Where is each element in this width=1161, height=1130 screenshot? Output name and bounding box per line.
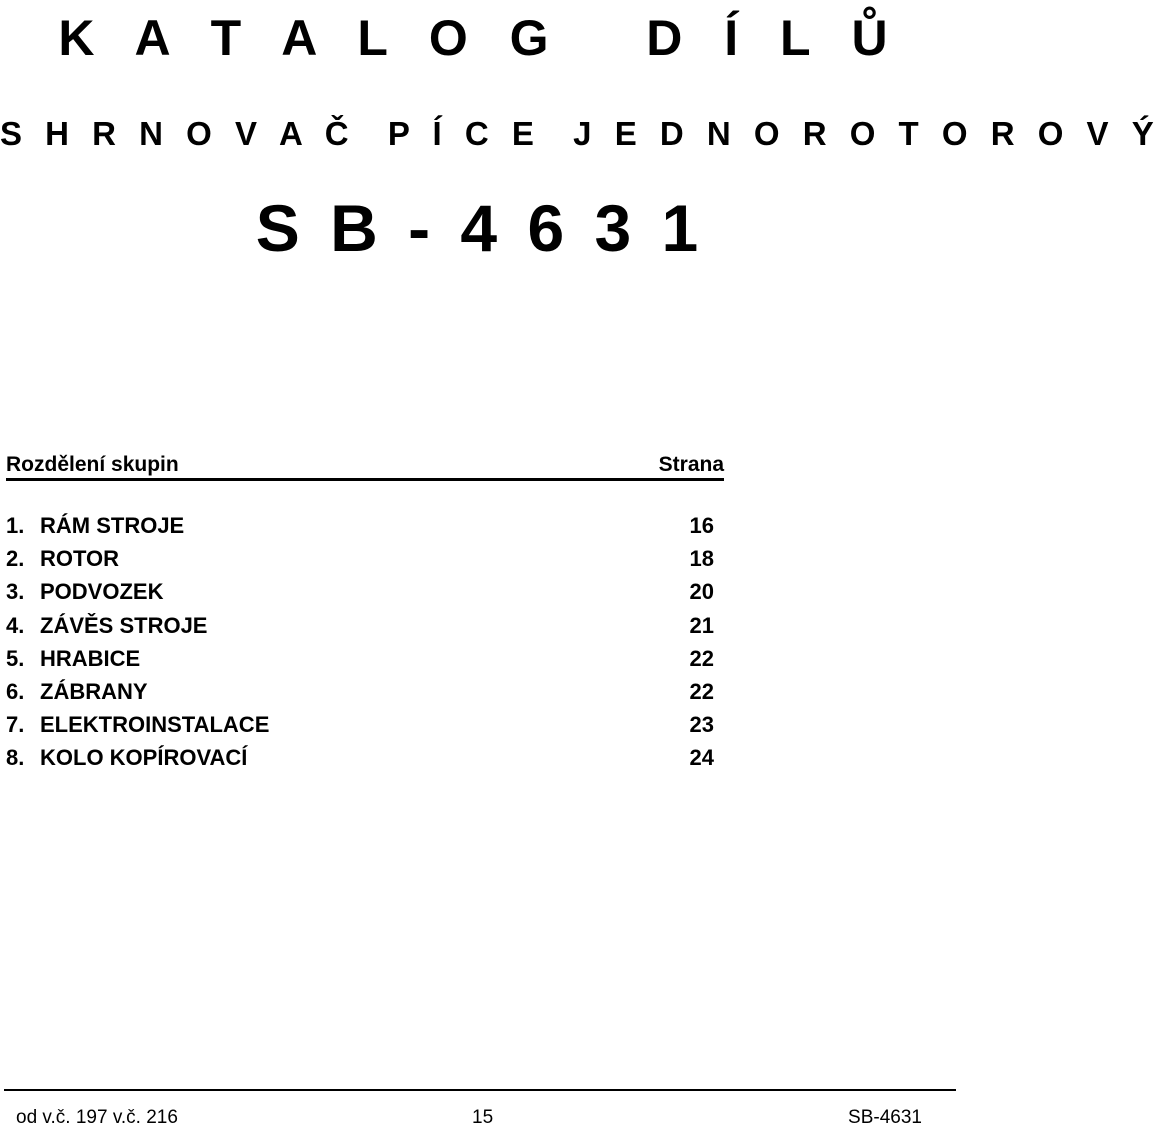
machine-subtitle: S H R N O V A Č P Í C E J E D N O R O T O R O V Ý: [0, 115, 1161, 152]
footer-serial-range: od v.č. 197 v.č. 216: [16, 1107, 178, 1128]
toc-item-number: 3.: [6, 579, 25, 605]
toc-item-page: 16: [689, 513, 714, 538]
toc-item-label: HRABICE: [40, 645, 141, 671]
toc-item-label: ROTOR: [40, 546, 120, 572]
toc-item-frame[interactable]: [6, 509, 714, 542]
toc-item-number: 1.: [6, 513, 25, 538]
toc-item-label: ZÁVĚS STROJE: [40, 612, 208, 638]
footer-divider: [4, 1089, 956, 1091]
toc-item-label: ELEKTROINSTALACE: [40, 712, 270, 738]
toc-item-guards[interactable]: [6, 675, 714, 708]
toc-item-number: 2.: [6, 546, 25, 572]
toc-item-number: 7.: [6, 712, 25, 738]
toc-item-page: 24: [689, 745, 714, 771]
toc-item-page: 22: [689, 645, 714, 671]
footer-model: SB-4631: [848, 1107, 922, 1128]
toc-item-electrical[interactable]: [6, 708, 714, 741]
toc-item-hitch[interactable]: [6, 609, 714, 642]
toc-item-label: ZÁBRANY: [40, 678, 148, 704]
toc-item-number: 6.: [6, 678, 25, 704]
toc-item-page: 23: [689, 712, 714, 738]
toc-item-page: 22: [689, 678, 714, 704]
toc-item-page: 18: [689, 546, 714, 572]
toc-item-label: PODVOZEK: [40, 579, 164, 605]
toc-list: [6, 509, 714, 775]
toc-item-rotor[interactable]: [6, 542, 714, 575]
toc-item-number: 5.: [6, 645, 25, 671]
toc-item-chassis[interactable]: [6, 575, 714, 608]
page-footer: [0, 1106, 960, 1130]
toc-item-number: 4.: [6, 612, 25, 638]
toc-item-number: 8.: [6, 745, 25, 771]
footer-page-number: 15: [472, 1107, 494, 1128]
toc-header-groups: Rozdělení skupin: [6, 453, 179, 476]
toc-item-page: 20: [689, 579, 714, 605]
toc-item-label: KOLO KOPÍROVACÍ: [40, 745, 248, 771]
toc-item-label: RÁM STROJE: [40, 513, 185, 538]
toc-item-page: 21: [689, 612, 714, 638]
toc-item-copy-wheel[interactable]: [6, 741, 714, 774]
catalog-title: K A T A L O G D Í L Ů: [58, 10, 902, 66]
toc-item-tines[interactable]: [6, 642, 714, 675]
model-number: S B - 4 6 3 1: [255, 191, 705, 265]
toc-header: [6, 452, 724, 481]
toc-header-page: Strana: [658, 453, 724, 476]
